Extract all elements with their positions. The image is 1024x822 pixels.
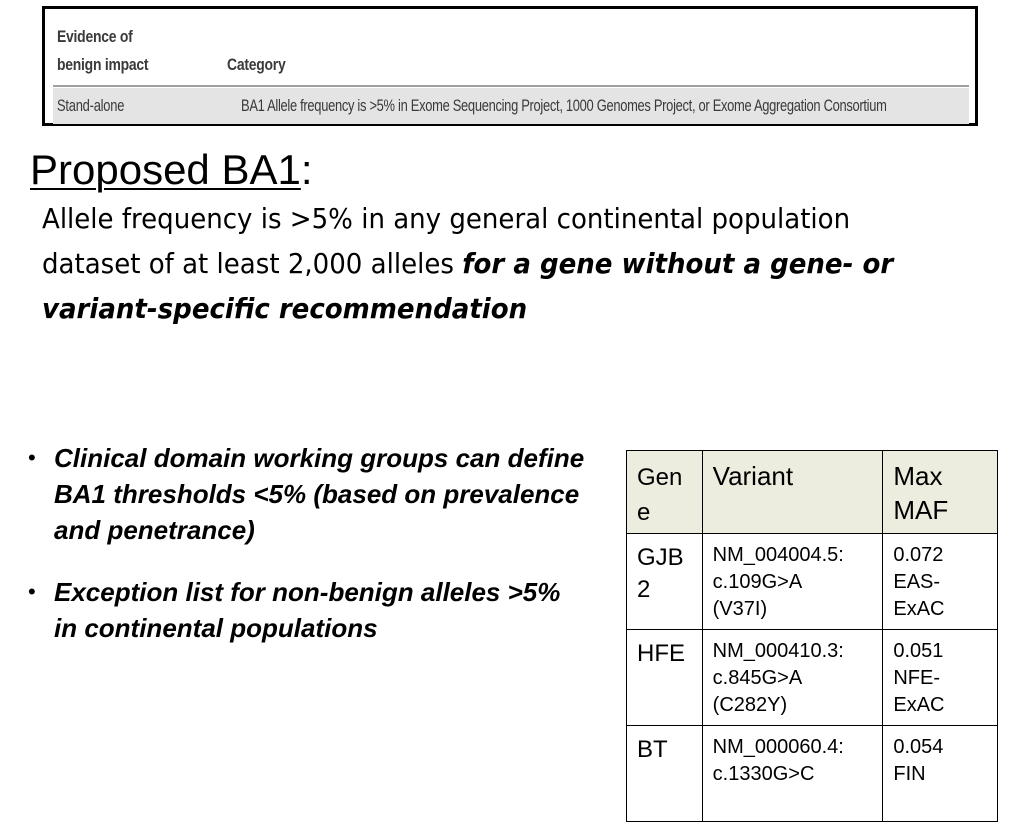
proposal-emphasis-text: for a gene without a gene- or variant-specific recommendation xyxy=(42,247,894,325)
criteria-row-category: BA1 Allele frequency is >5% in Exome Sequencing Project, 1000 Genomes Project, or Exome Aggregation Consortium xyxy=(241,96,887,115)
table-row xyxy=(627,534,998,630)
cell-gene xyxy=(627,726,703,822)
gene-table-header-row xyxy=(627,451,998,534)
bullet-list xyxy=(28,440,588,672)
cell-variant xyxy=(702,534,883,630)
cell-maf xyxy=(883,630,998,726)
cell-variant-text: NM_000410.3: c.845G>A (C282Y) xyxy=(712,640,844,716)
page-title xyxy=(30,142,313,198)
header-gene-label: Gene xyxy=(637,464,683,526)
table-row xyxy=(627,630,998,726)
bullet-marker: • xyxy=(28,445,36,470)
header-gene xyxy=(627,451,703,534)
cell-gene-text: BT xyxy=(637,736,668,763)
cell-variant xyxy=(702,630,883,726)
criteria-table-header xyxy=(53,15,969,83)
criteria-header-category: Category xyxy=(227,55,286,74)
bullet-text: Clinical domain working groups can define BA1 thresholds <5% (based on prevalence and penetrance) xyxy=(54,443,585,545)
bullet-marker: • xyxy=(28,579,36,604)
criteria-header-evidence: Evidence of benign impact xyxy=(57,27,149,74)
bullet-item-thresholds xyxy=(28,440,588,548)
criteria-table-image xyxy=(42,6,978,126)
cell-maf xyxy=(883,534,998,630)
table-row xyxy=(627,726,998,822)
bullet-text: Exception list for non-benign alleles >5% in continental populations xyxy=(54,577,561,643)
cell-gene-text: HFE xyxy=(637,640,685,667)
page-title-underlined: Proposed BA1 xyxy=(30,146,301,193)
cell-variant-text: NM_004004.5: c.109G>A (V37I) xyxy=(712,544,844,620)
proposal-plain-text: Allele frequency is >5% in any general continental population dataset of at least 2,000 alleles xyxy=(42,202,851,280)
cell-maf xyxy=(883,726,998,822)
header-max-maf: Max MAF xyxy=(883,451,998,534)
criteria-table-row xyxy=(53,88,969,124)
cell-maf-text: 0.072 EAS- ExAC xyxy=(893,544,945,620)
bullet-item-exceptions xyxy=(28,574,588,646)
page-title-suffix: : xyxy=(300,146,313,193)
cell-variant-text: NM_000060.4: c.1330G>C xyxy=(712,736,844,785)
criteria-divider xyxy=(53,85,969,87)
cell-maf-text: 0.054 FIN xyxy=(893,736,944,785)
cell-gene xyxy=(627,534,703,630)
criteria-table xyxy=(53,15,969,119)
gene-table xyxy=(626,450,998,822)
proposal-text xyxy=(42,196,935,331)
cell-maf-text: 0.051 NFE- ExAC xyxy=(893,640,945,716)
criteria-row-evidence: Stand-alone xyxy=(57,96,125,115)
cell-variant xyxy=(702,726,883,822)
header-variant: Variant xyxy=(702,451,883,534)
cell-gene-text: GJB2 xyxy=(637,544,684,603)
cell-gene xyxy=(627,630,703,726)
